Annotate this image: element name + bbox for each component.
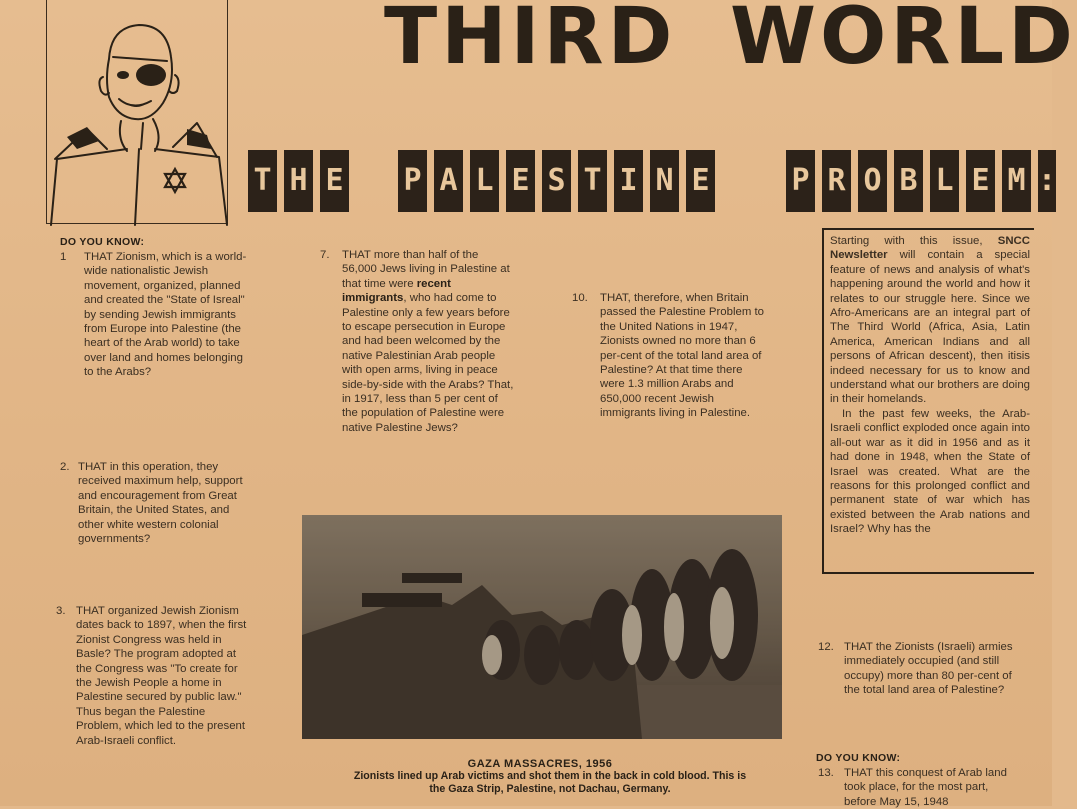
headline-letter: E — [506, 150, 535, 212]
item-text: THAT organized Jewish Zionism dates back to 1897, when the first Zionist Congress was held in Basle? The program adopted at the Congress was "To create for the Jewish People a home in Palestine secured by public law." Thus began the Palestine Problem, which led to the present Arab-Israeli conflict. — [76, 605, 247, 747]
headline-letter: E — [966, 150, 995, 212]
item-text: THAT Zionism, which is a world-wide nationalistic Jewish movement, organized, planned and created the "State of Isreal" by sending Jewish immigrants from Europe into Palestine (the heart of the Arab world) to take over land and homes belonging to the Arabs? — [84, 251, 247, 379]
headline-letter: L — [930, 150, 959, 212]
headline-letter: N — [650, 150, 679, 212]
photo-image — [302, 515, 782, 739]
headline-letter: E — [320, 150, 349, 212]
do-you-know-heading-2: DO YOU KNOW: — [816, 752, 901, 764]
cartoon-illustration — [46, 0, 228, 224]
headline-letter: I — [614, 150, 643, 212]
item-text: THAT, therefore, when Britain passed the Palestine Problem to the United Nations in 1947, Zionists owned no more than 6 per-cent of the total land area of Palestine? At that time there were 1.3 million Arabs and 650,000 recent Jewish immigrants living in Palestine. — [600, 292, 764, 420]
intro-p1-part: Starting with this issue, — [830, 235, 998, 247]
masthead-word-world: WORLD — [730, 0, 1077, 82]
headline-letter: P — [398, 150, 427, 212]
item-text: THAT the Zionists (Israeli) armies immediately occupied (and still occupy) more than 80 per-cent of the total land area of Palestine? — [844, 641, 1013, 697]
headline-letter: M — [1002, 150, 1031, 212]
item-number: 3. — [56, 605, 66, 617]
headline-palestine-problem — [248, 150, 1057, 214]
headline-letter: : — [1038, 150, 1056, 212]
intro-p2: In the past few weeks, the Arab-Israeli conflict exploded once again into all-out war as it did in 1956 and as it had done in 1948, when the State of Israel was created. What are the reasons for this prolonged conflict and permanent state of war which has existed between the Arab nations and Israel? Why has the — [830, 407, 1030, 536]
do-you-know-heading: DO YOU KNOW: — [60, 236, 145, 248]
cartoon-drawing — [47, 0, 229, 225]
item-number: 13. — [818, 767, 834, 779]
item-text-part: , who had come to Palestine only a few years before to escape persecution in Europe and had been welcomed by the native Palestinian Arab people with open arms, living in peace side-by-side with the Arabs? That, in 1917, less than 5 per cent of the population of Palestine were native Palestine Jews? — [342, 292, 514, 434]
item-text-bold: recent immigrants — [342, 277, 451, 305]
intro-text — [830, 234, 1030, 537]
item-text: THAT in this operation, they received maximum help, support and encouragement from Great Britain, the United States, and other white western colonial governments? — [78, 461, 243, 546]
gaza-massacre-photo — [302, 515, 782, 739]
masthead-word-third: THIRD — [384, 0, 677, 82]
item-text — [342, 248, 516, 435]
photo-caption-title: GAZA MASSACRES, 1956 — [467, 758, 613, 770]
headline-letter: E — [686, 150, 715, 212]
item-text: THAT this conquest of Arab land took place, for the most part, before May 15, 1948 — [844, 767, 1007, 808]
headline-letter: T — [248, 150, 277, 212]
headline-letter: R — [822, 150, 851, 212]
item-text-part: THAT more than half of the 56,000 Jews living in Palestine at that time were — [342, 249, 510, 290]
intro-p1-part: will contain a special feature of news and analysis of what's happening around the world and how it relates to our struggle here. Since we Afro-Americans are an integral part of The Third World (Africa, Asia, Latin America, American Indians and all persons of African descent), then itisis indeed necessary for us to know and understand what our brothers are doing in their homelands. — [830, 249, 1030, 406]
item-number: 12. — [818, 641, 834, 653]
headline-letter: L — [470, 150, 499, 212]
headline-letter: B — [894, 150, 923, 212]
intro-newsletter-name: SNCC Newsletter — [830, 235, 1030, 262]
headline-letter: T — [578, 150, 607, 212]
item-number: 1 — [60, 251, 67, 263]
intro-box — [822, 228, 1034, 574]
headline-letter: O — [858, 150, 887, 212]
photo-caption-body: Zionists lined up Arab victims and shot them in the back in cold blood. This is the Gaza Strip, Palestine, not Dachau, Germany. — [353, 770, 747, 795]
item-number: 7. — [320, 249, 330, 261]
headline-letter: P — [786, 150, 815, 212]
item-number: 10. — [572, 292, 588, 304]
item-number: 2. — [60, 461, 70, 473]
masthead-title — [384, 0, 1077, 82]
headline-letter: H — [284, 150, 313, 212]
headline-letter: S — [542, 150, 571, 212]
headline-letter: A — [434, 150, 463, 212]
